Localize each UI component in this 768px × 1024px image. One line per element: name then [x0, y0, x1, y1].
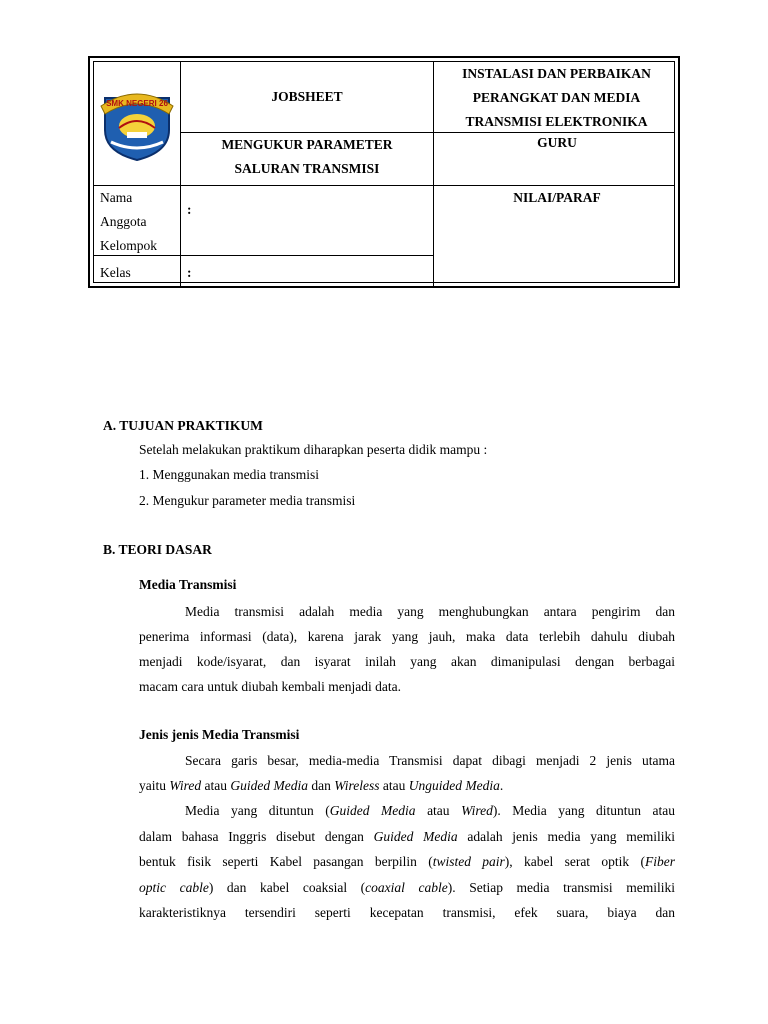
kelas-field[interactable]: :: [187, 265, 192, 280]
paragraph-line: Media yang dituntun (Guided Media atau Wired). Media yang dituntun atau: [185, 803, 675, 818]
section-b-title: B. TEORI DASAR: [103, 542, 212, 557]
paragraph-line: bentuk fisik seperti Kabel pasangan berpilin (twisted pair), kabel serat optik (Fiber: [139, 854, 675, 869]
list-item: 1. Menggunakan media transmisi: [139, 467, 319, 482]
paragraph-line: dalam bahasa Inggris disebut dengan Guided Media adalah jenis media yang memiliki: [139, 829, 675, 844]
nama-field[interactable]: :: [187, 202, 192, 217]
header-inner-border: [93, 61, 675, 283]
subsection-media-transmisi-title: Media Transmisi: [139, 577, 237, 592]
paragraph-line: macam cara untuk diubah kembali menjadi data.: [139, 679, 402, 694]
guru-label: GURU: [537, 135, 577, 150]
school-logo-icon: [97, 84, 177, 164]
paragraph-line: yaitu Wired atau Guided Media dan Wireless atau Unguided Media.: [139, 778, 504, 793]
section-a-intro: Setelah melakukan praktikum diharapkan peserta didik mampu :: [139, 442, 488, 457]
school-logo: [94, 62, 180, 185]
paragraph-line: menjadi kode/isyarat, dan isyarat inilah yang akan dimanipulasi dengan berbagai: [139, 654, 675, 669]
paragraph-line: Media transmisi adalah media yang menghubungkan antara pengirim dan: [185, 604, 675, 619]
jobsheet-title: JOBSHEET: [271, 89, 343, 104]
kelas-label: Kelas: [100, 265, 131, 280]
nilai-paraf-label: NILAI/PARAF: [513, 190, 601, 205]
logo-text: SMK NEGERI 26: [106, 98, 168, 108]
course-title: INSTALASI DAN PERBAIKAN PERANGKAT DAN MEDIA TRANSMISI ELEKTRONIKA: [462, 66, 651, 129]
paragraph-line: penerima informasi (data), karena jarak yang jauh, maka data terlebih dahulu diubah: [139, 629, 675, 644]
list-item: 2. Mengukur parameter media transmisi: [139, 493, 356, 508]
paragraph-line: Secara garis besar, media-media Transmisi dapat dibagi menjadi 2 jenis utama: [185, 753, 675, 768]
nama-anggota-kelompok-label: Nama Anggota Kelompok: [100, 190, 157, 253]
paragraph-line: karakteristiknya tersendiri seperti kecepatan transmisi, efek suara, biaya dan: [139, 905, 675, 920]
subsection-jenis-media-title: Jenis jenis Media Transmisi: [139, 727, 300, 742]
jobsheet-header-table: [88, 56, 680, 288]
topic-title: MENGUKUR PARAMETER SALURAN TRANSMISI: [221, 137, 393, 176]
paragraph-line: optic cable) dan kabel coaksial (coaxial cable). Setiap media transmisi memiliki: [139, 880, 675, 895]
section-a-title: A. TUJUAN PRAKTIKUM: [103, 418, 263, 433]
